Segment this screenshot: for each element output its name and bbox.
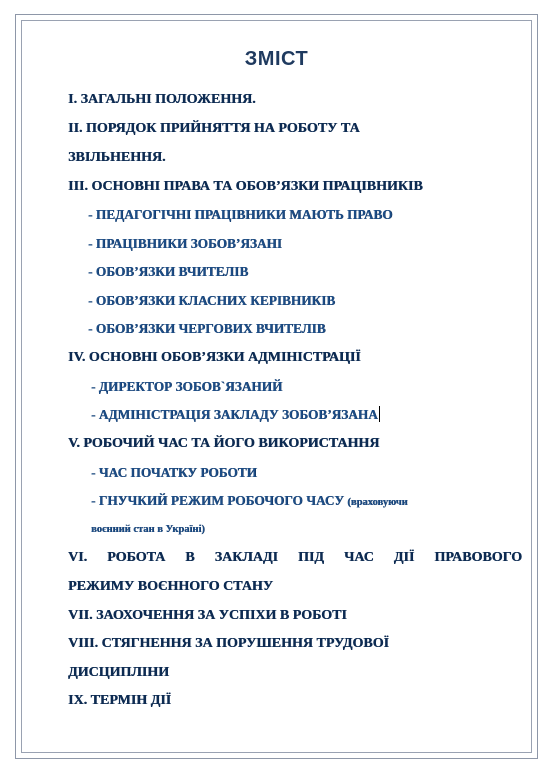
toc-subitem-5-2-text: - ГНУЧКИЙ РЕЖИМ РОБОЧОГО ЧАСУ xyxy=(91,493,344,508)
toc-item-8-line-1: VІІІ. СТЯГНЕННЯ ЗА ПОРУШЕННЯ ТРУДОВОЇ xyxy=(68,636,389,651)
toc-item-1: І. ЗАГАЛЬНІ ПОЛОЖЕННЯ. xyxy=(68,92,256,107)
toc-subitem-5-2-note: (враховуючи xyxy=(347,497,408,508)
toc-subitem-3-3: - ОБОВ’ЯЗКИ ВЧИТЕЛІВ xyxy=(88,264,249,279)
toc-subitem-3-5: - ОБОВ’ЯЗКИ ЧЕРГОВИХ ВЧИТЕЛІВ xyxy=(88,321,326,336)
toc-subitem-4-2 xyxy=(91,406,380,424)
toc-item-2-line-2: ЗВІЛЬНЕННЯ. xyxy=(68,150,166,165)
toc-subitem-3-4: - ОБОВ’ЯЗКИ КЛАСНИХ КЕРІВНИКІВ xyxy=(88,293,336,308)
toc-item-8-line-2: ДИСЦИПЛІНИ xyxy=(68,665,169,680)
toc-item-4: IV. ОСНОВНІ ОБОВ’ЯЗКИ АДМІНІСТРАЦІЇ xyxy=(68,350,361,365)
page-title: ЗМІСТ xyxy=(244,48,309,70)
toc-item-6-line-1: VI. РОБОТА В ЗАКЛАДІ ПІД ЧАС ДІЇ ПРАВОВОГО xyxy=(68,550,522,565)
toc-item-9: ІХ. ТЕРМІН ДІЇ xyxy=(68,693,172,708)
toc-item-6-line-2: РЕЖИМУ ВОЄННОГО СТАНУ xyxy=(68,579,273,594)
text-cursor xyxy=(379,406,380,422)
toc-subitem-3-1: - ПЕДАГОГІЧНІ ПРАЦІВНИКИ МАЮТЬ ПРАВО xyxy=(88,207,393,222)
toc-subitem-5-2-note-cont: воєнний стан в Україні) xyxy=(91,524,205,535)
toc-subitem-4-1: - ДИРЕКТОР ЗОБОВ`ЯЗАНИЙ xyxy=(91,379,283,394)
toc-item-2-line-1: ІІ. ПОРЯДОК ПРИЙНЯТТЯ НА РОБОТУ ТА xyxy=(68,121,360,136)
toc-subitem-5-1: - ЧАС ПОЧАТКУ РОБОТИ xyxy=(91,465,257,480)
toc-item-7: VІІ. ЗАОХОЧЕННЯ ЗА УСПІХИ В РОБОТІ xyxy=(68,608,347,623)
toc-item-3: ІІІ. ОСНОВНІ ПРАВА ТА ОБОВ’ЯЗКИ ПРАЦІВНИКІВ xyxy=(68,179,423,194)
toc-subitem-5-2 xyxy=(91,492,408,512)
toc-subitem-3-2: - ПРАЦІВНИКИ ЗОБОВ’ЯЗАНІ xyxy=(88,236,282,251)
toc-item-5: V. РОБОЧИЙ ЧАС ТА ЙОГО ВИКОРИСТАННЯ xyxy=(68,436,380,451)
toc-subitem-4-2-text: - АДМІНІСТРАЦІЯ ЗАКЛАДУ ЗОБОВ’ЯЗАНА xyxy=(91,407,378,422)
